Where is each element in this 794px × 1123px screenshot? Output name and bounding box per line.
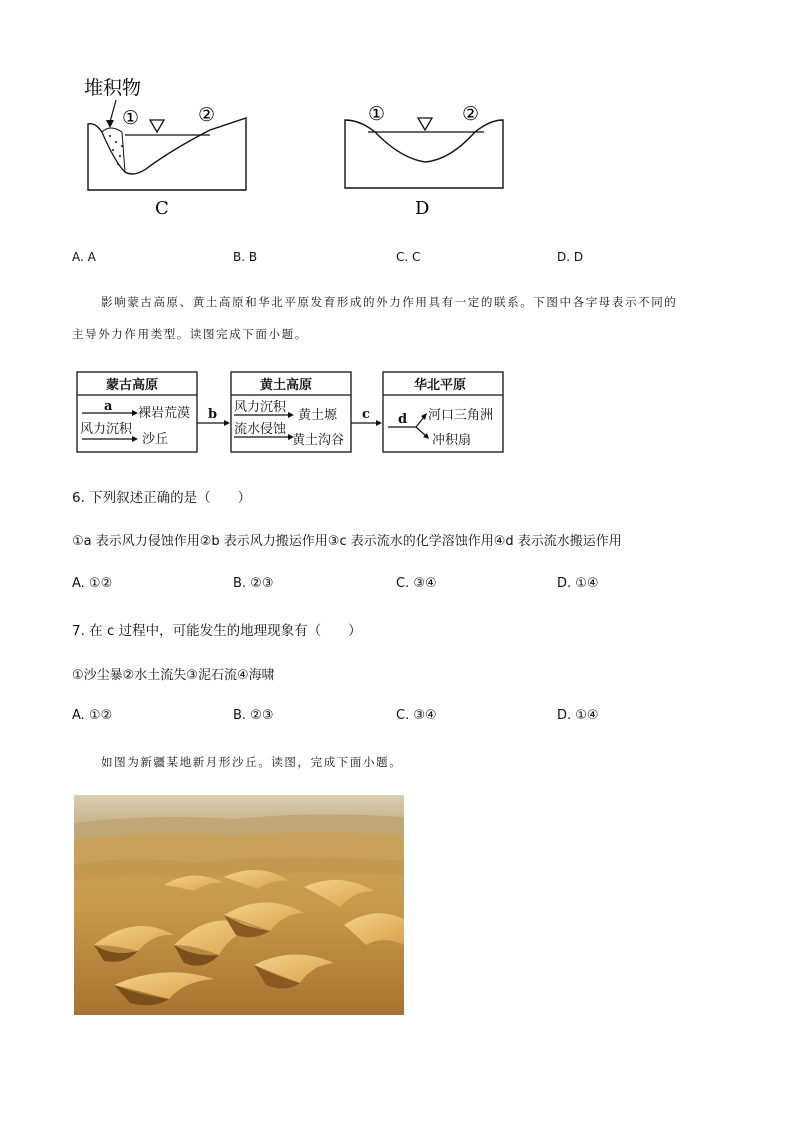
- q6-statements: ①a 表示风力侵蚀作用②b 表示风力搬运作用③c 表示流水的化学溶蚀作用④d 表示流水搬运作用: [72, 534, 622, 549]
- intro-paragraph-2: 如图为新疆某地新月形沙丘。读图，完成下面小题。: [101, 755, 403, 769]
- box1-wind-deposition: 风力沉积: [80, 422, 133, 437]
- intro-paragraph-1-line2: 主导外力作用类型。读图完成下面小题。: [72, 327, 308, 341]
- marker-d-2: ②: [462, 103, 480, 125]
- box2-loess-yuan: 黄土塬: [298, 408, 338, 423]
- intro-paragraph-1-line1: 影响蒙古高原、黄土高原和华北平原发育形成的外力作用具有一定的联系。下图中各字母表示不同的: [101, 295, 678, 309]
- channel-d: [345, 120, 503, 188]
- box2-water-erosion: 流水侵蚀: [234, 422, 287, 437]
- q5-option-d: D. D: [557, 250, 584, 264]
- cross-section-figure: [70, 70, 530, 225]
- marker-d-1: ①: [368, 103, 386, 125]
- q7-stem: 7. 在 c 过程中，可能发生的地理现象有（ ）: [72, 623, 362, 639]
- q7-option-b: B. ②③: [233, 708, 274, 723]
- q5-option-b: B. B: [233, 250, 258, 264]
- marker-c-1: ①: [122, 107, 140, 129]
- water-level-d: [418, 118, 432, 130]
- box2-loess-gully: 黄土沟谷: [292, 433, 345, 448]
- box1-bare-rock: 裸岩荒漠: [138, 406, 191, 421]
- box3-delta: 河口三角洲: [428, 408, 494, 423]
- arrow-c-label: c: [362, 407, 370, 422]
- arrow-b-label: b: [208, 407, 218, 422]
- barchan-dune-photo: [74, 795, 404, 1015]
- flow-diagram: [76, 371, 506, 455]
- q7-statements: ①沙尘暴②水土流失③泥石流④海啸: [72, 668, 275, 683]
- box3-alluvial-fan: 冲积扇: [432, 433, 472, 448]
- q5-option-a: A. A: [72, 250, 96, 264]
- label-c: C: [155, 198, 169, 219]
- q7-option-c: C. ③④: [396, 708, 437, 723]
- q7-option-a: A. ①②: [72, 708, 113, 723]
- box1-dune: 沙丘: [142, 432, 169, 447]
- box2-wind-deposition: 风力沉积: [234, 400, 287, 415]
- q6-stem: 6. 下列叙述正确的是（ ）: [72, 490, 252, 506]
- cross-section-c: [84, 77, 246, 219]
- q6-option-c: C. ③④: [396, 576, 437, 591]
- box3-title: 华北平原: [414, 378, 467, 393]
- box3-d-label: d: [398, 412, 408, 427]
- q6-option-d: D. ①④: [557, 576, 599, 591]
- q5-option-c: C. C: [396, 250, 421, 264]
- q7-option-d: D. ①④: [557, 708, 599, 723]
- box1-title: 蒙古高原: [106, 378, 159, 393]
- deposit-arrow-head: [106, 120, 114, 128]
- deposit-label: 堆积物: [84, 77, 142, 99]
- q6-option-a: A. ①②: [72, 576, 113, 591]
- cross-section-d: [345, 103, 503, 219]
- q6-option-b: B. ②③: [233, 576, 274, 591]
- marker-c-2: ②: [198, 104, 216, 126]
- water-level-c: [150, 120, 164, 132]
- box2-title: 黄土高原: [260, 378, 313, 393]
- box1-a-label: a: [104, 399, 113, 414]
- deposit-arrow: [110, 100, 116, 122]
- label-d: D: [415, 198, 430, 219]
